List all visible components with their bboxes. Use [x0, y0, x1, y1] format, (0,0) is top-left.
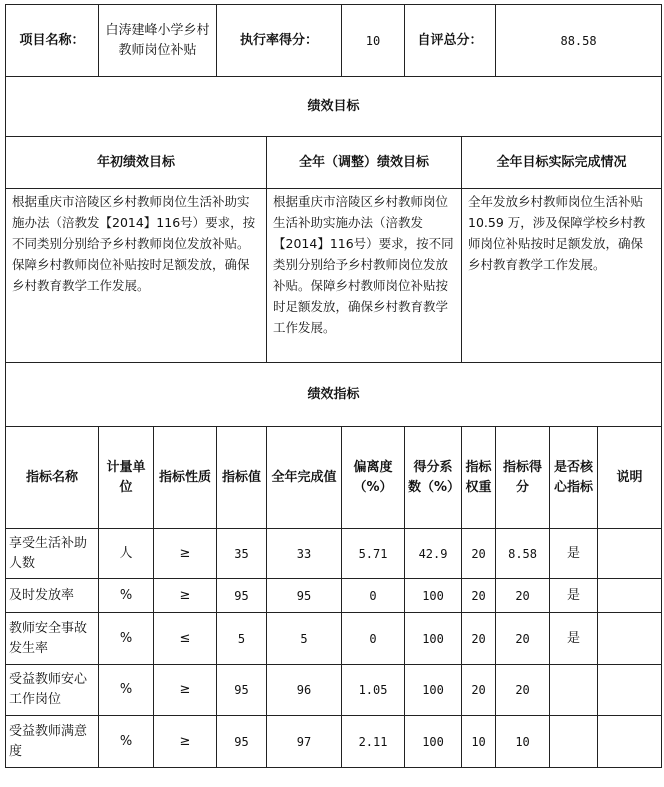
weight: 20 — [462, 613, 496, 665]
unit: % — [99, 665, 154, 716]
col-header: 计量单位 — [99, 427, 154, 529]
score-coefficient: 100 — [405, 579, 462, 613]
indicator-name: 受益教师安心工作岗位 — [6, 665, 99, 716]
actual-value: 95 — [267, 579, 342, 613]
score: 8.58 — [496, 529, 550, 579]
unit: % — [99, 579, 154, 613]
remark — [598, 529, 662, 579]
actual-value: 33 — [267, 529, 342, 579]
remark — [598, 716, 662, 768]
indicator-name: 受益教师满意度 — [6, 716, 99, 768]
target-value: 95 — [217, 579, 267, 613]
core-flag — [550, 716, 598, 768]
score-coefficient: 100 — [405, 613, 462, 665]
nature: ≤ — [154, 613, 217, 665]
weight: 20 — [462, 529, 496, 579]
col-header: 指标得分 — [496, 427, 550, 529]
deviation: 0 — [342, 613, 405, 665]
actual-value: 5 — [267, 613, 342, 665]
core-flag: 是 — [550, 579, 598, 613]
indicators-header-row — [6, 427, 662, 529]
goal-actual-header: 全年目标实际完成情况 — [462, 137, 662, 189]
table-row — [6, 665, 662, 716]
table-row — [6, 613, 662, 665]
target-value: 95 — [217, 716, 267, 768]
weight: 20 — [462, 665, 496, 716]
goals-text-row — [6, 189, 662, 363]
unit: % — [99, 613, 154, 665]
col-header: 指标性质 — [154, 427, 217, 529]
target-value: 35 — [217, 529, 267, 579]
target-value: 95 — [217, 665, 267, 716]
score: 10 — [496, 716, 550, 768]
col-header: 全年完成值 — [267, 427, 342, 529]
nature: ≥ — [154, 579, 217, 613]
score-coefficient: 42.9 — [405, 529, 462, 579]
remark — [598, 613, 662, 665]
goal-initial-text: 根据重庆市涪陵区乡村教师岗位生活补助实施办法（涪教发【2014】116号）要求，按不同类别分别给予乡村教师岗位发放补贴。保障乡村教师岗位补贴按时足额发放，确保乡村教育教学工作发展。 — [6, 189, 267, 363]
header-row — [6, 5, 662, 77]
table-row — [6, 579, 662, 613]
goal-adjusted-header: 全年（调整）绩效目标 — [267, 137, 462, 189]
goals-title-row — [6, 77, 662, 137]
goals-header-row — [6, 137, 662, 189]
indicator-name: 及时发放率 — [6, 579, 99, 613]
project-name-value: 白涛建峰小学乡村教师岗位补贴 — [99, 5, 217, 77]
col-header: 指标名称 — [6, 427, 99, 529]
table-row — [6, 716, 662, 768]
score: 20 — [496, 665, 550, 716]
target-value: 5 — [217, 613, 267, 665]
self-score-value: 88.58 — [496, 5, 662, 77]
project-name-label: 项目名称： — [6, 5, 99, 77]
unit: % — [99, 716, 154, 768]
table-row — [6, 529, 662, 579]
weight: 10 — [462, 716, 496, 768]
goals-section-title: 绩效目标 — [6, 77, 662, 137]
indicator-name: 教师安全事故发生率 — [6, 613, 99, 665]
col-header: 是否核心指标 — [550, 427, 598, 529]
goal-actual-text: 全年发放乡村教师岗位生活补贴 10.59 万，涉及保障学校乡村教师岗位补贴按时足额发放，确保乡村教育教学工作发展。 — [462, 189, 662, 363]
core-flag — [550, 665, 598, 716]
core-flag: 是 — [550, 529, 598, 579]
unit: 人 — [99, 529, 154, 579]
indicators-title-row — [6, 363, 662, 427]
col-header: 得分系数（%） — [405, 427, 462, 529]
self-score-label: 自评总分： — [405, 5, 496, 77]
deviation: 2.11 — [342, 716, 405, 768]
indicator-name: 享受生活补助人数 — [6, 529, 99, 579]
score-coefficient: 100 — [405, 716, 462, 768]
weight: 20 — [462, 579, 496, 613]
deviation: 0 — [342, 579, 405, 613]
deviation: 1.05 — [342, 665, 405, 716]
score: 20 — [496, 613, 550, 665]
col-header: 指标值 — [217, 427, 267, 529]
indicator-rows — [6, 529, 662, 768]
remark — [598, 665, 662, 716]
goal-initial-header: 年初绩效目标 — [6, 137, 267, 189]
performance-table — [5, 4, 662, 768]
score: 20 — [496, 579, 550, 613]
actual-value: 96 — [267, 665, 342, 716]
nature: ≥ — [154, 665, 217, 716]
actual-value: 97 — [267, 716, 342, 768]
remark — [598, 579, 662, 613]
col-header: 指标权重 — [462, 427, 496, 529]
deviation: 5.71 — [342, 529, 405, 579]
goal-adjusted-text: 根据重庆市涪陵区乡村教师岗位生活补助实施办法（涪教发【2014】116号）要求，按不同类别分别给予乡村教师岗位发放补贴。保障乡村教师岗位补贴按时足额发放，确保乡村教育教学工作发展。 — [267, 189, 462, 363]
nature: ≥ — [154, 529, 217, 579]
nature: ≥ — [154, 716, 217, 768]
exec-score-value: 10 — [342, 5, 405, 77]
score-coefficient: 100 — [405, 665, 462, 716]
exec-score-label: 执行率得分： — [217, 5, 342, 77]
col-header: 偏离度（%） — [342, 427, 405, 529]
indicators-section-title: 绩效指标 — [6, 363, 662, 427]
col-header: 说明 — [598, 427, 662, 529]
core-flag: 是 — [550, 613, 598, 665]
